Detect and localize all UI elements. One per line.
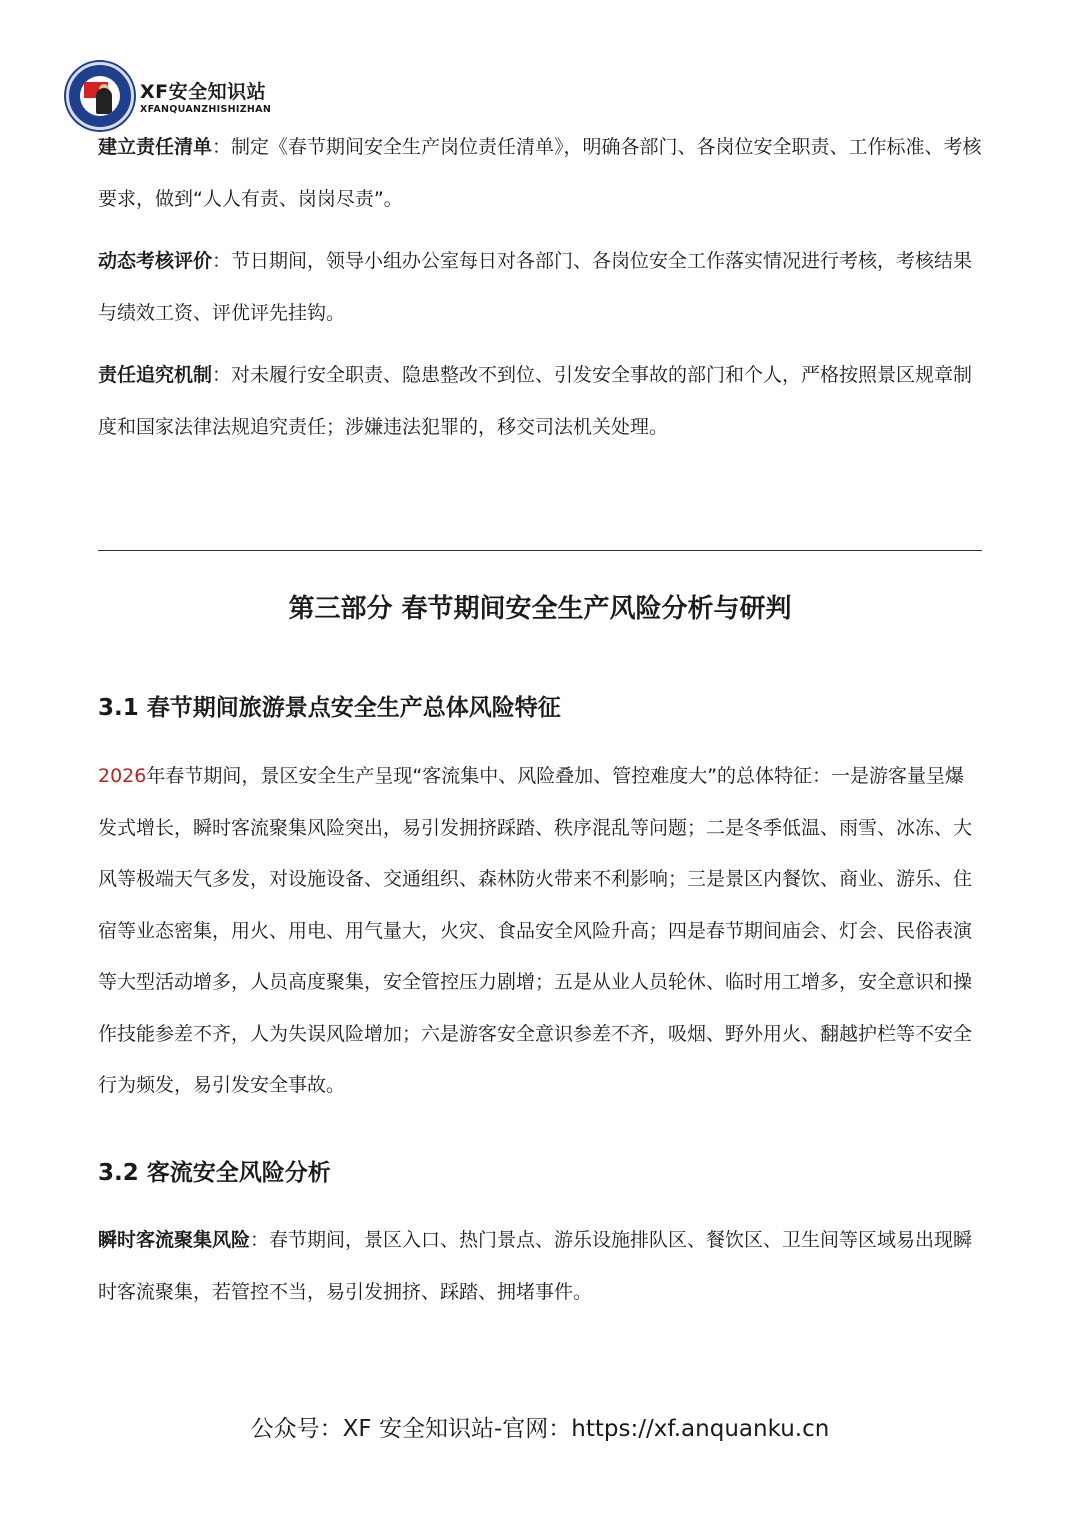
part-title: 第三部分 春节期间安全生产风险分析与研判 xyxy=(288,594,792,624)
paragraph-body: ：对未履行安全职责、隐患整改不到位、引发安全事故的部门和个人，严格按照景区规章制度和国家法律法规追究责任；涉嫌违法犯罪的，移交司法机关处理。 xyxy=(98,364,973,438)
section-divider xyxy=(98,550,982,551)
logo-text xyxy=(140,77,271,115)
paragraph-body: ：节日期间，领导小组办公室每日对各部门、各岗位安全工作落实情况进行考核，考核结果与绩效工资、评优评先挂钩。 xyxy=(98,250,973,324)
footer-text: 公众号：XF 安全知识站-官网：https://xf.anquanku.cn xyxy=(250,1416,830,1442)
paragraph-dynamic-assessment xyxy=(98,236,982,339)
paragraph-lead: 瞬时客流聚集风险 xyxy=(98,1229,251,1251)
paragraph-body: ：春节期间，景区入口、热门景点、游乐设施排队区、餐饮区、卫生间等区域易出现瞬时客流聚集，若管控不当，易引发拥挤、踩踏、拥堵事件。 xyxy=(98,1229,973,1303)
paragraph-lead: 动态考核评价 xyxy=(98,250,213,272)
section-3-1-body xyxy=(98,751,982,1112)
paragraph-lead: 建立责任清单 xyxy=(98,136,213,158)
logo-subtitle: XFANQUANZHISHIZHAN xyxy=(140,104,272,115)
paragraph-accountability xyxy=(98,350,982,453)
section-3-2-title: 3.2 客流安全风险分析 xyxy=(98,1160,331,1186)
site-logo xyxy=(66,62,271,130)
paragraph-lead: 责任追究机制 xyxy=(98,364,213,386)
logo-title: XF安全知识站 xyxy=(140,81,267,103)
section-3-2-body xyxy=(98,1215,982,1318)
year-highlight: 2026 xyxy=(98,765,147,787)
logo-seal-icon xyxy=(66,62,134,130)
paragraph-body: ：制定《春节期间安全生产岗位责任清单》，明确各部门、各岗位安全职责、工作标准、考核要求，做到“人人有责、岗岗尽责”。 xyxy=(98,136,982,210)
section-3-1-title: 3.1 春节期间旅游景点安全生产总体风险特征 xyxy=(98,695,561,721)
paragraph-body: 年春节期间，景区安全生产呈现“客流集中、风险叠加、管控难度大”的总体特征：一是游客量呈爆发式增长，瞬时客流聚集风险突出，易引发拥挤踩踏、秩序混乱等问题；二是冬季低温、雨雪、冰冻、大风等极端天气多发，对设施设备、交通组织、森林防火带来不利影响；三是景区内餐饮、商业、游乐、住宿等业态密集，用火、用电、用气量大，火灾、食品安全风险升高；四是春节期间庙会、灯会、民俗表演等大型活动增多，人员高度聚集，安全管控压力剧增；五是从业人员轮休、临时用工增多，安全意识和操作技能参差不齐，人为失误风险增加；六是游客安全意识参差不齐，吸烟、野外用火、翻越护栏等不安全行为频发，易引发安全事故。 xyxy=(98,765,973,1096)
paragraph-responsibility-list xyxy=(98,122,982,225)
